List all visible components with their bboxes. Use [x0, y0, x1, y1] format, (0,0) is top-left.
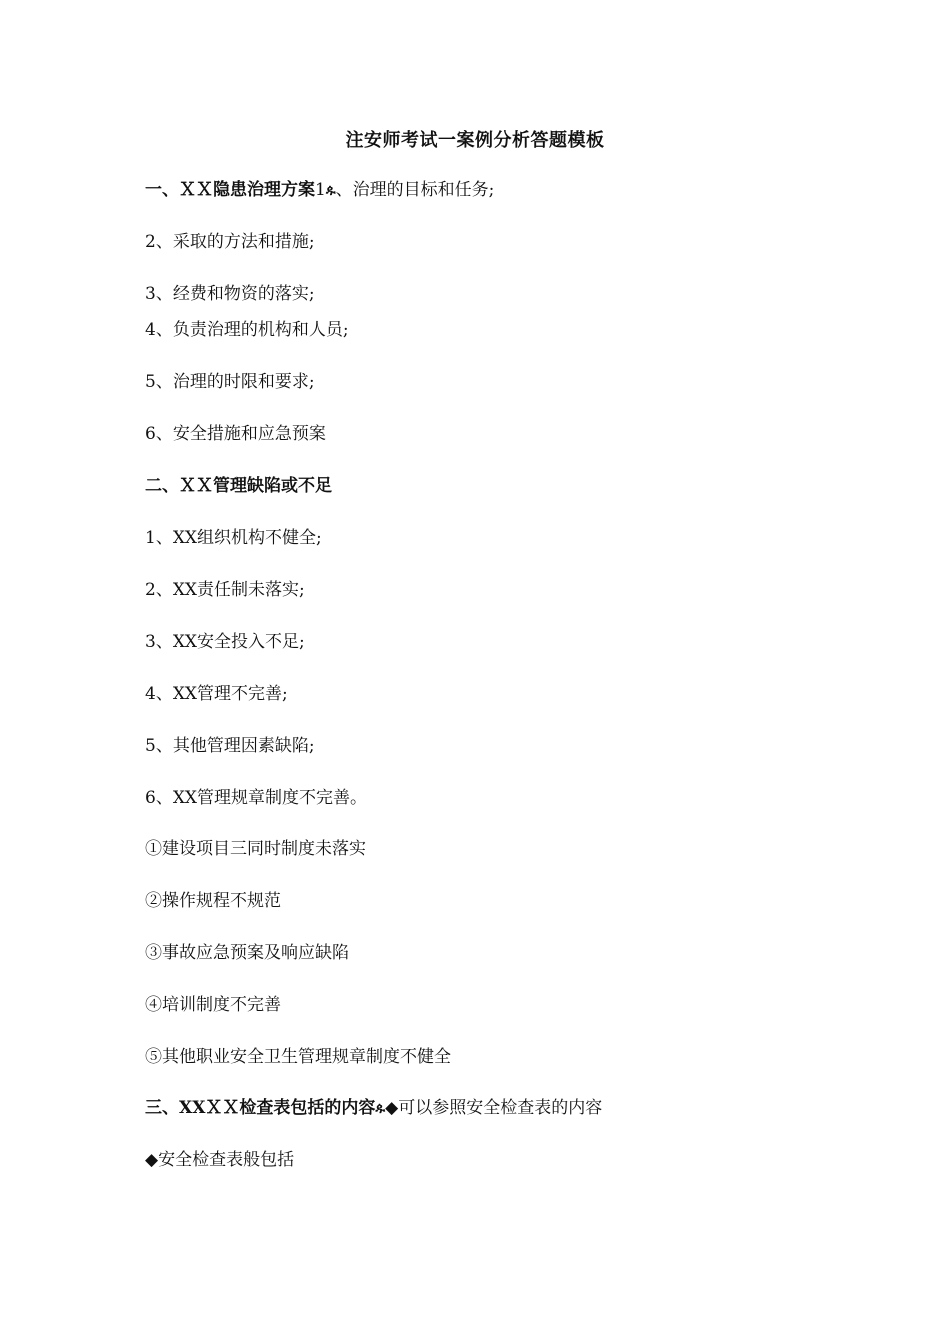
- section2-item: 1、XX组织机构不健全;: [145, 528, 322, 548]
- section3-heading-line: [145, 1096, 602, 1121]
- section1-heading-line: [145, 178, 494, 203]
- section1-heading: 一、ＸＸ隐患治理方案: [145, 180, 315, 200]
- section1-item: 3、经费和物资的落实;: [145, 284, 315, 304]
- section2-item: 2、XX责任制未落实;: [145, 580, 305, 600]
- section1-item: 6、安全措施和应急预案: [145, 424, 326, 444]
- section1-item: 5、治理的时限和要求;: [145, 372, 315, 392]
- section1-inline-marker: 1: [315, 180, 326, 200]
- section1-item: 4、负责治理的机构和人员;: [145, 320, 349, 340]
- section2-sub-item: ③事故应急预案及响应缺陷: [145, 943, 349, 963]
- section2-item: 5、其他管理因素缺陷;: [145, 736, 315, 756]
- section2-item: 3、XX安全投入不足;: [145, 632, 305, 652]
- section1-inline-glyph: ዹ: [325, 182, 336, 198]
- section3-heading: 三、XXＸＸ检查表包括的内容: [145, 1098, 376, 1118]
- section2-sub-item: ②操作规程不规范: [145, 891, 281, 911]
- section1-inline-text: 、治理的目标和任务;: [335, 180, 495, 200]
- section2-sub-item: ⑤其他职业安全卫生管理规章制度不健全: [145, 1047, 451, 1067]
- section2-item: 4、XX管理不完善;: [145, 684, 288, 704]
- section2-sub-item: ①建设项目三同时制度未落实: [145, 839, 366, 859]
- section2-heading: 二、ＸＸ管理缺陷或不足: [145, 476, 332, 496]
- section3-item: ◆安全检查表般包括: [145, 1150, 295, 1170]
- section1-item: 2、采取的方法和措施;: [145, 232, 315, 252]
- section2-item: 6、XX管理规章制度不完善。: [145, 788, 368, 808]
- section3-inline-text: ◆可以参照安全检查表的内容: [385, 1098, 603, 1118]
- section3-inline-glyph: ዹ: [375, 1100, 386, 1116]
- section2-sub-item: ④培训制度不完善: [145, 995, 281, 1015]
- document-title: 注安师考试一案例分析答题模板: [345, 130, 605, 151]
